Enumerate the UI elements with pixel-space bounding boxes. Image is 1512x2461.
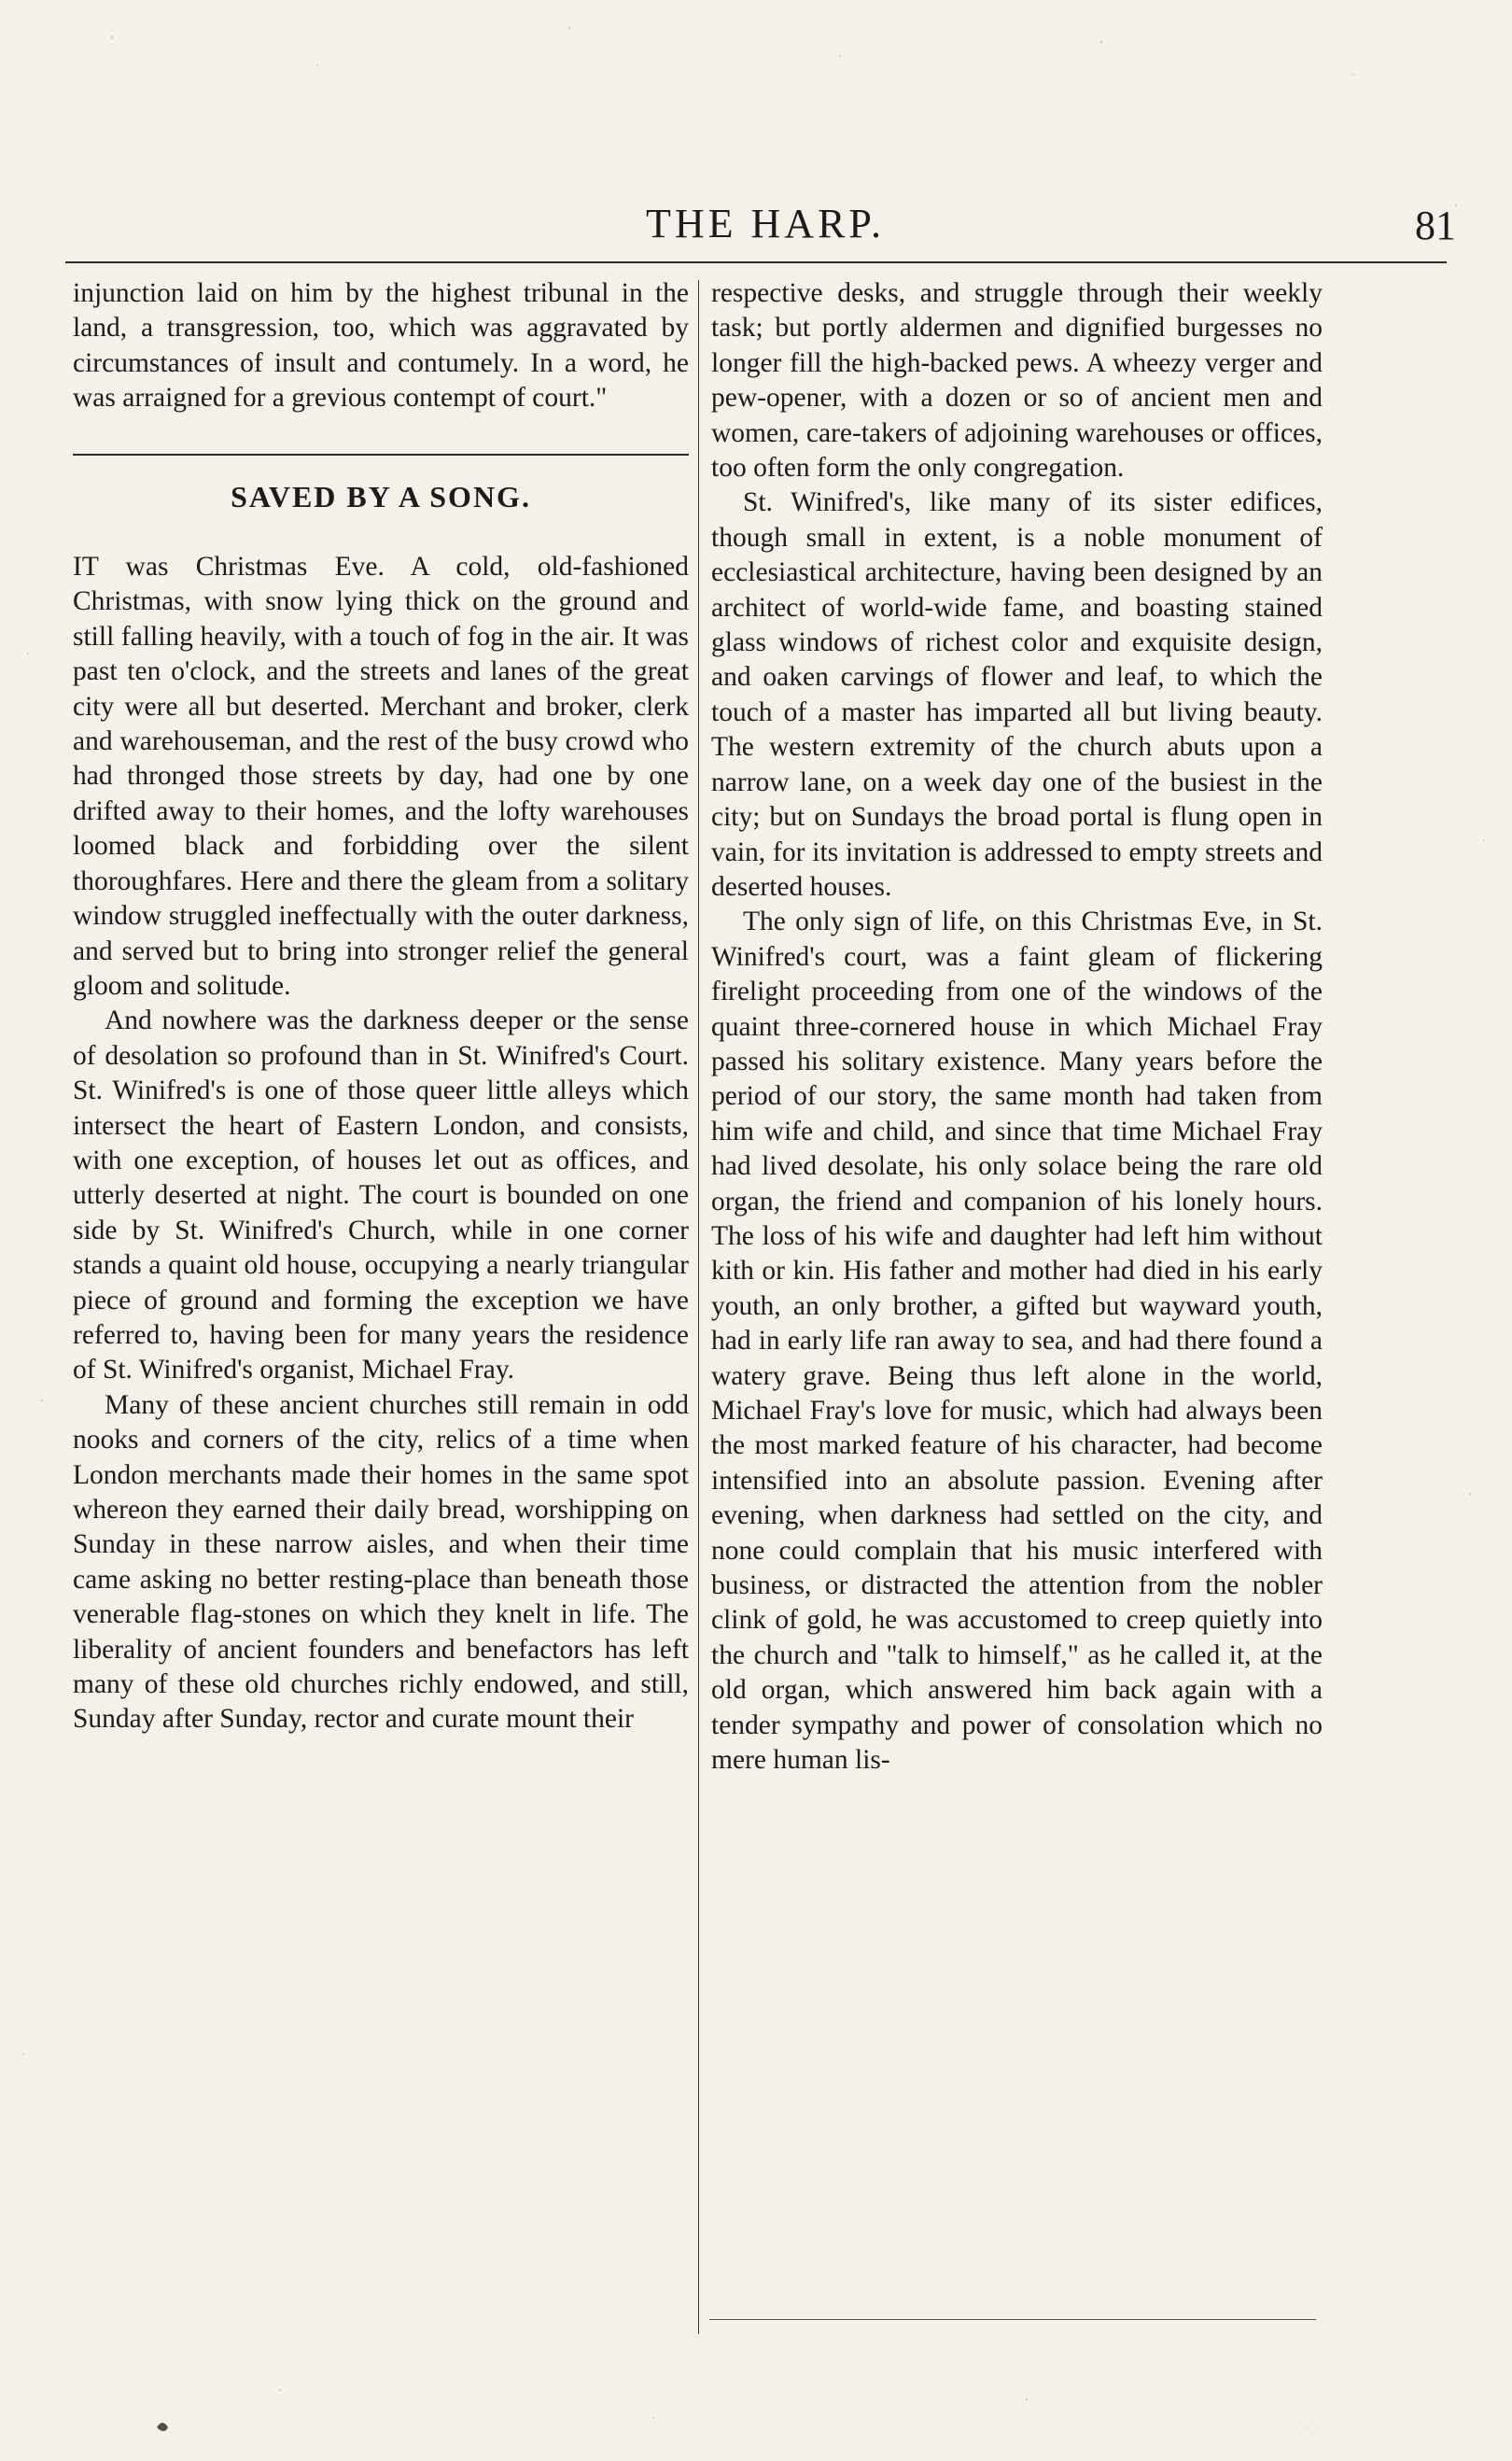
column-divider	[698, 280, 699, 2334]
right-column	[711, 276, 1323, 1778]
page-header	[56, 200, 1475, 256]
right-paragraph-2: St. Winifred's, like many of its sister edifices, though small in extent, is a noble monument of ecclesiastical architecture, having been designed by an architect of world-wide fame, and boasting stained glass windows of richest color and exquisite design, and oaken carvings of flower and leaf, to which the touch of a master has imparted all but living beauty. The western extremity of the church abuts upon a narrow lane, on a week day one of the busiest in the city; but on Sundays the broad portal is flung open in vain, for its invitation is addressed to empty streets and deserted houses.	[711, 487, 1323, 902]
running-title: THE HARP.	[645, 201, 886, 246]
right-paragraph-3: The only sign of life, on this Christmas Eve, in St. Winifred's court, was a faint gleam of flickering firelight proceeding from one of the windows of the quaint three-cornered house in which Michael Fray passed his solitary existence. Many years before the period of our story, the same month had taken from him wife and child, and since that time Michael Fray had lived desolate, his only solace being the rare old organ, the friend and companion of his lonely hours. The loss of his wife and daughter had left him without kith or kin. His father and mother had died in his early youth, an only brother, a gifted but wayward youth, had in early life ran away to sea, and had there found a watery grave. Being thus left alone in the world, Michael Fray's love for music, which had always been the most marked feature of his character, had become intensified into an absolute passion. Evening after evening, when darkness had settled on the city, and none could complain that his music interfered with business, or distracted the attention from the nobler clink of gold, he was accustomed to creep quietly into the church and "talk to himself," as he called it, at the old organ, which answered him back again with a tender sympathy and power of consolation which no mere human lis-	[711, 907, 1323, 1776]
page-number: 81	[1415, 203, 1456, 248]
header-rule	[65, 261, 1447, 263]
article-paragraph-1: IT was Christmas Eve. A cold, old-fashioned Christmas, with snow lying thick on the ground and still falling heavily, with a touch of fog in the air. It was past ten o'clock, and the streets and lanes of the great city were all but deserted. Merchant and broker, clerk and warehouseman, and the rest of the busy crowd who had thronged those streets by day, had one by one drifted away to their homes, and the lofty warehouses loomed black and forbidding over the silent thoroughfares. Here and there the gleam from a solitary window struggled ineffectually with the outer darkness, and served but to bring into stronger relief the general gloom and solitude.	[73, 552, 689, 1001]
bottom-rule	[709, 2319, 1316, 2320]
section-divider-rule	[73, 454, 689, 456]
left-column	[73, 276, 689, 1737]
right-paragraph-1: respective desks, and struggle through their weekly task; but portly aldermen and dignified burgesses no longer fill the high-backed pews. A wheezy verger and pew-opener, with a dozen or so of ancient men and women, care-takers of adjoining warehouses or offices, too often form the only congregation.	[711, 278, 1323, 484]
article-paragraph-2: And nowhere was the darkness deeper or the sense of desolation so profound than in St. Winifred's Court. St. Winifred's is one of those queer little alleys which intersect the heart of Eastern London, and consists, with one exception, of houses let out as offices, and utterly deserted at night. The court is bounded on one side by St. Winifred's Church, while in one corner stands a quaint old house, occupying a nearly triangular piece of ground and forming the exception we have referred to, having been for many years the residence of St. Winifred's organist, Michael Fray.	[73, 1005, 689, 1385]
continued-paragraph: injunction laid on him by the highest tribunal in the land, a transgression, too, which was aggravated by circumstances of insult and contumely. In a word, he was arraigned for a grevious contempt of court."	[73, 278, 689, 414]
section-title: SAVED BY A SONG.	[231, 479, 531, 513]
article-paragraph-3: Many of these ancient churches still remain in odd nooks and corners of the city, relics of a time when London merchants made their homes in the same spot whereon they earned their daily bread, worshipping on Sunday in these narrow aisles, and when their time came asking no better resting-place than beneath those venerable flag-stones on which they knelt in life. The liberality of ancient founders and benefactors has left many of these old churches richly endowed, and still, Sunday after Sunday, rector and curate mount their	[73, 1389, 689, 1735]
